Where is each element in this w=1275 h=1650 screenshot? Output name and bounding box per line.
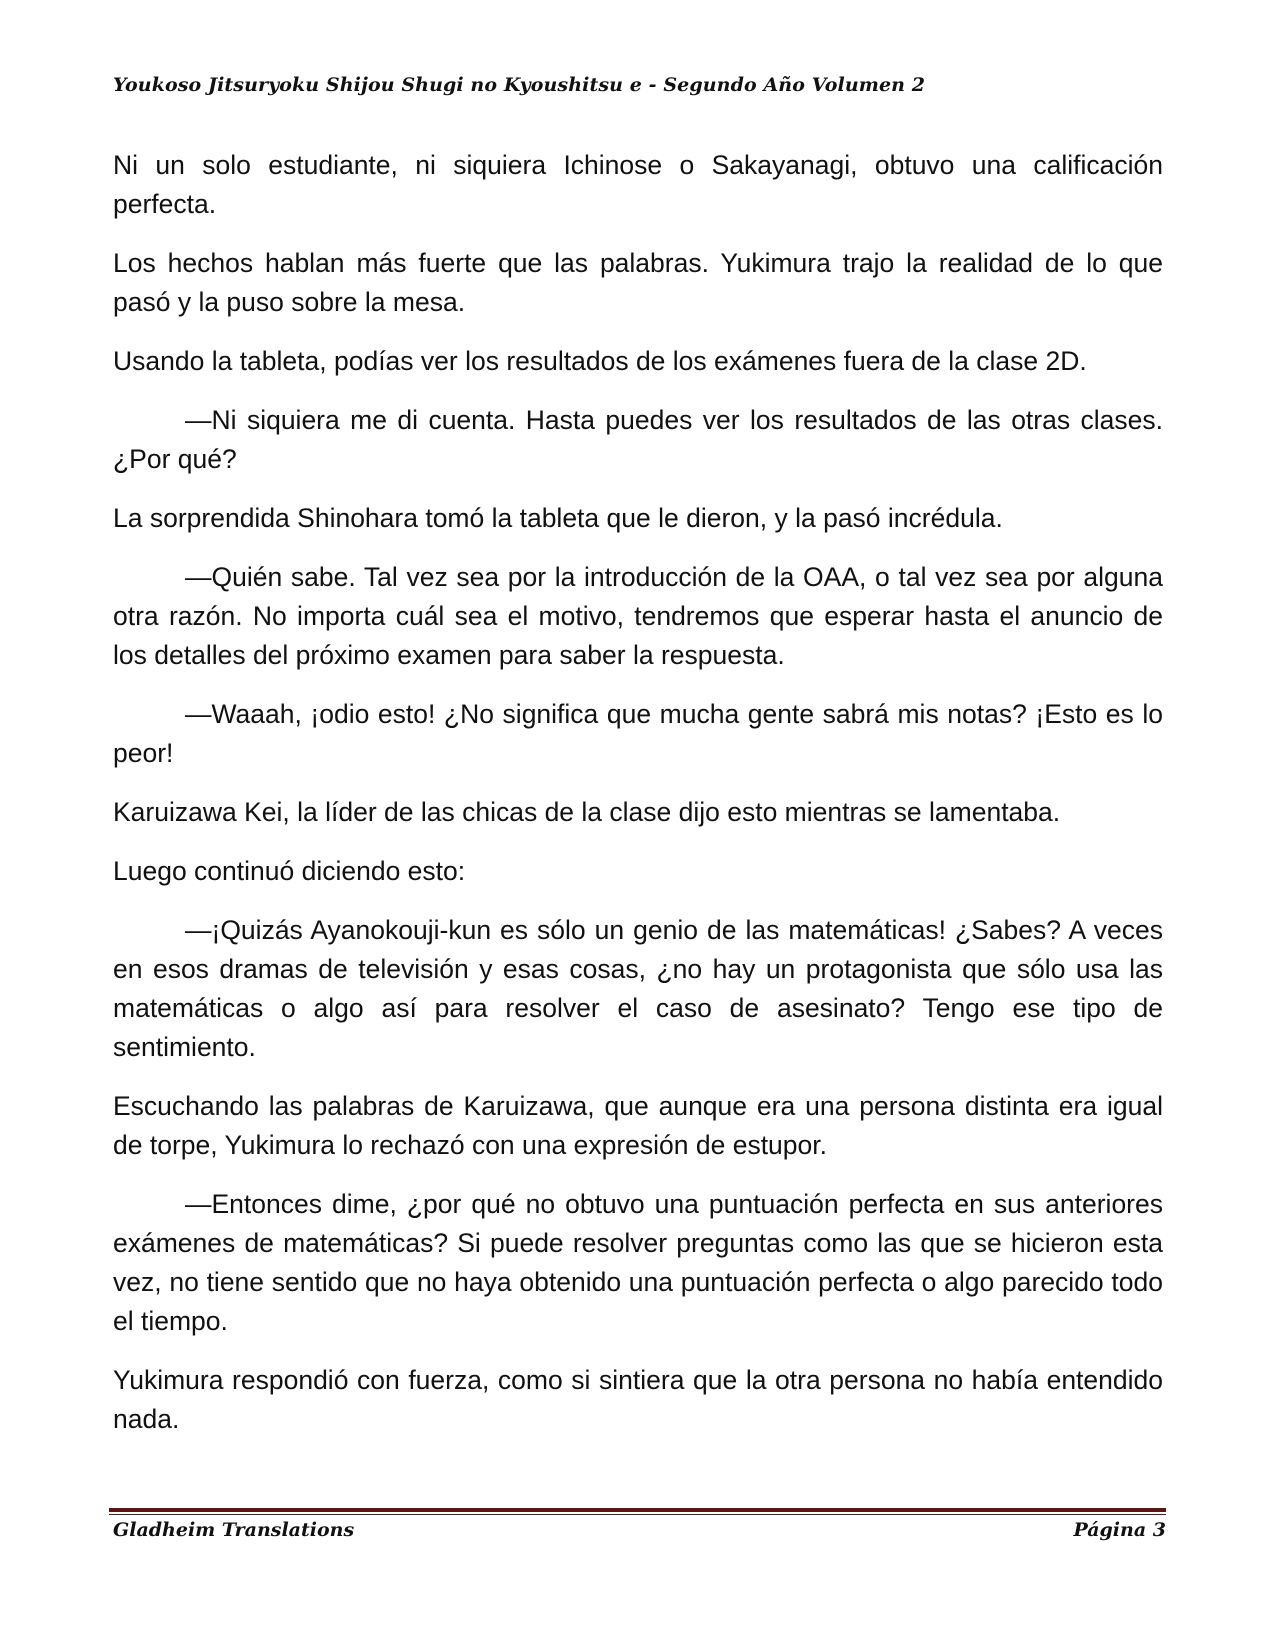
dialogue-paragraph: —Ni siquiera me di cuenta. Hasta puedes ver los resultados de las otras clases. ¿Por qué?: [113, 405, 1163, 474]
paragraph: Los hechos hablan más fuerte que las palabras. Yukimura trajo la realidad de lo que pasó y la puso sobre la mesa.: [113, 248, 1163, 317]
paragraph: Usando la tableta, podías ver los resultados de los exámenes fuera de la clase 2D.: [113, 346, 1087, 376]
footer-page-number: Página 3: [1073, 1519, 1166, 1541]
body-text: [113, 146, 1163, 1459]
dialogue-paragraph: —Quién sabe. Tal vez sea por la introducción de la OAA, o tal vez sea por alguna otra razón. No importa cuál sea el motivo, tendremos que esperar hasta el anuncio de los detalles del próximo examen para saber la respuesta.: [113, 562, 1163, 670]
paragraph: Yukimura respondió con fuerza, como si sintiera que la otra persona no había entendido nada.: [113, 1365, 1163, 1434]
paragraph: Escuchando las palabras de Karuizawa, que aunque era una persona distinta era igual de torpe, Yukimura lo rechazó con una expresión de estupor.: [113, 1091, 1163, 1160]
paragraph: La sorprendida Shinohara tomó la tableta que le dieron, y la pasó incrédula.: [113, 503, 1003, 533]
footer-divider: [109, 1508, 1166, 1515]
paragraph: Luego continuó diciendo esto:: [113, 856, 466, 886]
footer-publisher: Gladheim Translations: [113, 1519, 355, 1541]
footer-divider-thin: [109, 1514, 1166, 1515]
paragraph: Ni un solo estudiante, ni siquiera Ichinose o Sakayanagi, obtuvo una calificación perfecta.: [113, 150, 1163, 219]
dialogue-paragraph: —Waaah, ¡odio esto! ¿No significa que mucha gente sabrá mis notas? ¡Esto es lo peor!: [113, 699, 1163, 768]
paragraph: Karuizawa Kei, la líder de las chicas de la clase dijo esto mientras se lamentaba.: [113, 797, 1061, 827]
running-header: Youkoso Jitsuryoku Shijou Shugi no Kyoushitsu e - Segundo Año Volumen 2: [113, 74, 926, 96]
dialogue-paragraph: —¡Quizás Ayanokouji-kun es sólo un genio de las matemáticas! ¿Sabes? A veces en esos dramas de televisión y esas cosas, ¿no hay un protagonista que sólo usa las matemáticas o algo así para resolver el caso de asesinato? Tengo ese tipo de sentimiento.: [113, 915, 1163, 1062]
dialogue-paragraph: —Entonces dime, ¿por qué no obtuvo una puntuación perfecta en sus anteriores exámenes de matemáticas? Si puede resolver preguntas como las que se hicieron esta vez, no tiene sentido que no haya obtenido una puntuación perfecta o algo parecido todo el tiempo.: [113, 1189, 1163, 1336]
